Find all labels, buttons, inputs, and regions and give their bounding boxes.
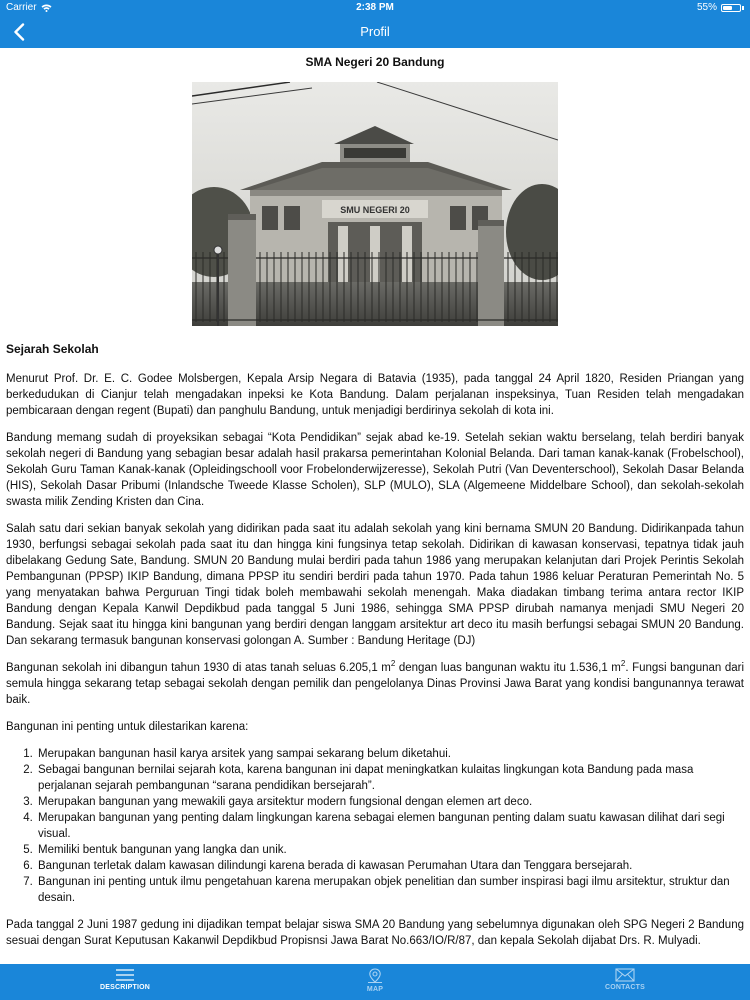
list-item: 4. Merupakan bangunan yang penting dalam lingkungan karena sebagai elemen bangunan penting dalam suatu kawasan dilihat dari segi visual.: [36, 810, 744, 842]
list-item: 5. Memiliki bentuk bangunan yang langka dan unik.: [36, 842, 744, 858]
battery-icon: [721, 4, 741, 12]
battery-percent: 55%: [696, 2, 717, 13]
paragraph-5: Bangunan ini penting untuk dilestarikan karena:: [6, 721, 249, 733]
section-heading: Sejarah Sekolah: [6, 342, 99, 356]
paragraph-3: Salah satu dari sekian banyak sekolah yang didirikan pada saat itu adalah sekolah yang kini bernama SMUN 20 Bandung. Didirikanpada tahun 1930, berfungsi sebagai sekolah pada saat itu dan hingga kini fungsinya tetap sekolah. Didirikan di kawasan konservasi, tepatnya tidak jauh dibelakang Gedung Sate, Bandung. SMUN 20 Bandung mulai berdiri pada tahun 1986 yang merupakan kelanjutan dari Projek Perintis Sekolah Pembangunan (PPSP) IKIP Bandung, dimana PPSP itu sendiri berdiri pada tahun 1970. Pada tahun 1986 keluar Peraturan Pemerintah No. 5 yang menyatakan bahwa Perguruan Tingi tidak boleh membawahi sekolah menengah. Maka diadakan timbang terima antara rector IKIP Bandung dengan Kepala Kanwil Depdikbud pada tanggal 5 Juni 1986, sehingga SMA PPSP dirubah namanya menjadi SMU Negeri 20 Bandung. Sejak saat itu hingga kini bangunan yang berdiri dengan langgam arsitektur art deco itu masih berfungsi sebagai SMUN 20 Bandung. Dan sekarang termasuk bangunan konservasi golongan A. Sumber : Bandung Heritage (DJ): [6, 523, 744, 647]
tab-map-label: MAP: [366, 986, 384, 993]
article-body: [6, 371, 744, 960]
list-item: 2. Sebagai bangunan bernilai sejarah kota, karena bangunan ini dapat meningkatkan kulaitas lingkungan kota Bandung pada masa perjalanan sejarah pembangunan “sarana pendidikan bersejarah”.: [36, 762, 744, 794]
battery-tip: [742, 6, 744, 10]
list-item: 1. Merupakan bangunan hasil karya arsitek yang sampai sekarang belum diketahui.: [36, 746, 744, 762]
status-bar: [0, 0, 750, 16]
list-item: 7. Bangunan ini penting untuk ilmu pengetahuan karena merupakan objek penelitian dan sumber inspirasi bagi ilmu arsitektur, struktur dan desain.: [36, 874, 744, 906]
reasons-list: [6, 746, 744, 906]
paragraph-4-part-a: Bangunan sekolah ini dibangun tahun 1930 di atas tanah seluas 6.205,1 m: [6, 662, 391, 674]
tab-description[interactable]: [0, 964, 250, 1000]
tab-description-label: DESCRIPTION: [99, 984, 151, 991]
paragraph-1: Menurut Prof. Dr. E. C. Godee Molsbergen, Kepala Arsip Negara di Batavia (1935), pada tanggal 24 April 1820, Residen Priangan yang berkedudukan di Cianjur telah mengadakan inpeksi ke Kota Bandung. Dalam perjalanan inspeksinya, Tuan Residen telah mengadakan pembicaraan dengan regent (Bupati) dan panghulu Bandung, untuk menjadigi berdirinya sekolah di kota ini.: [6, 373, 744, 417]
tab-map[interactable]: [250, 964, 500, 1000]
paragraph-4: [6, 660, 744, 708]
list-item: 3. Merupakan bangunan yang mewakili gaya arsitektur modern fungsional dengan elemen art deco.: [36, 794, 744, 810]
carrier-label: Carrier: [6, 2, 37, 13]
superscript: 2: [620, 659, 626, 669]
content-scroll-area[interactable]: [0, 48, 750, 964]
battery-fill: [723, 6, 732, 10]
paragraph-6: Pada tanggal 2 Juni 1987 gedung ini dijadikan tempat belajar siswa SMA 20 Bandung yang sebelumnya digunakan oleh SPG Negeri 2 Bandung sesuai dengan Surat Keputusan Kakanwil Depdikbud Propisnsi Jawa Barat No.663/IO/R/87, dan kepala Sekolah dijabat Drs. R. Mulyadi.: [6, 919, 744, 947]
superscript: 2: [390, 659, 396, 669]
clock: 2:38 PM: [356, 2, 394, 13]
tab-contacts[interactable]: [500, 964, 750, 1000]
tab-bar: [0, 964, 750, 1000]
building-sign: SMU NEGERI 20: [340, 205, 410, 215]
school-building-photo: [192, 82, 558, 326]
nav-title: Profil: [360, 24, 390, 39]
top-bar: [0, 0, 750, 48]
menu-icon: [115, 968, 135, 982]
map-pin-icon: [366, 968, 384, 984]
battery-indicator: [697, 0, 744, 16]
navigation-bar: [0, 16, 750, 48]
paragraph-4-part-c: . Fungsi bangunan dari semula hingga sekarang tetap sebagai sekolah dengan pemilik dan pengelolanya Dinas Provinsi Jawa Barat yang kondisi bangunannya terawat baik.: [6, 662, 745, 706]
envelope-icon: [615, 968, 635, 982]
page-title: SMA Negeri 20 Bandung: [305, 55, 445, 69]
tab-contacts-label: CONTACTS: [605, 984, 645, 991]
paragraph-4-part-b: dengan luas bangunan waktu itu 1.536,1 m: [395, 662, 621, 674]
list-item: 6. Bangunan terletak dalam kawasan dilindungi karena berada di kawasan Perumahan Utara dan Tenggara bersejarah.: [36, 858, 744, 874]
paragraph-2: Bandung memang sudah di proyeksikan sebagai “Kota Pendidikan” sejak abad ke-19. Setelah sekian waktu berselang, telah berdiri banyak sekolah negeri di Bandung yang sebagian besar adalah hasil prakarsa pemerintahan Kolonial Belanda. Dari taman kanak-kanak (Frobelschool), Sekolah Guru Taman Kanak-kanak (Opleidingschooll voor Frobelonderwijzeresse), Sekolah Putri (Van Deventerschool), Sekolah Dasar Belanda (HIS), Sekolah Dasar Pribumi (Inlandsche Tweede Klasse Scholen), SLP (MULO), SLA (Algemeene Middelbare School), dan sekolah-sekolah swasta milik Zending Kristen dan Cina.: [6, 432, 744, 508]
